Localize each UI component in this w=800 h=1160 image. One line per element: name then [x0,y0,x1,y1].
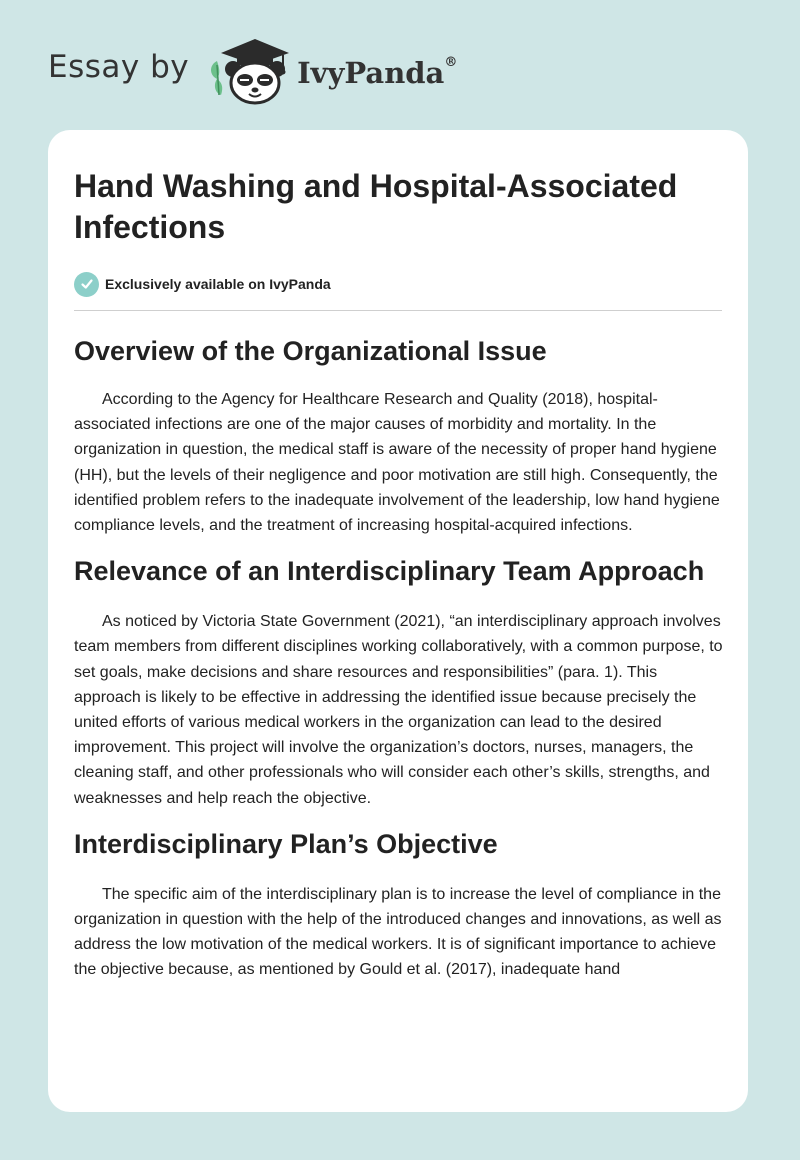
section-heading-relevance: Relevance of an Interdisciplinary Team Approach [74,556,705,587]
divider [74,310,722,311]
page-title: Hand Washing and Hospital-Associated Infections [74,168,678,245]
section-paragraph-relevance: As noticed by Victoria State Government (2021), “an interdisciplinary approach involves team members from different disciplines working collaboratively, with a common purpose, to set goals, make decisions and share resources and responsibilities” (para. 1). This approach is likely to be effective in addressing the identified issue because precisely the united efforts of various medical workers in the organization can lead to the desired improvement. This project will involve the organization’s doctors, nurses, managers, the cleaning staff, and other professionals who will consider each other’s skills, strengths, and weaknesses and help reach the objective. [74,613,723,807]
section-heading-objective: Interdisciplinary Plan’s Objective [74,828,498,859]
panda-logo-icon [203,35,295,107]
brand-name: IvyPanda® [297,55,458,90]
registered-mark: ® [444,55,458,71]
section-paragraph-overview: According to the Agency for Healthcare Research and Quality (2018), hospital-associated infections are one of the major causes of morbidity and mortality. In the organization in question, the medical staff is aware of the necessity of proper hand hygiene (HH), but the levels of their negligence and poor motivation are still high. Consequently, the identified problem refers to the inadequate involvement of the leadership, low hand hygiene compliance levels, and the treatment of increasing hospital-acquired infections. [74,391,720,535]
section-paragraph-objective: The specific aim of the interdisciplinary plan is to increase the level of compliance in the organization in question with the help of the introduced changes and innovations, as well as address the low motivation of the medical workers. It is of significant importance to achieve the objective because, as mentioned by Gould et al. (2017), inadequate hand [74,885,722,979]
essay-card [48,130,748,1112]
exclusive-label: Exclusively available on IvyPanda [105,276,331,292]
exclusive-badge [74,270,722,298]
section-heading-overview: Overview of the Organizational Issue [74,336,547,366]
check-icon [74,272,99,297]
brand-header[interactable] [48,36,457,106]
brand-prefix: Essay by [48,49,190,85]
